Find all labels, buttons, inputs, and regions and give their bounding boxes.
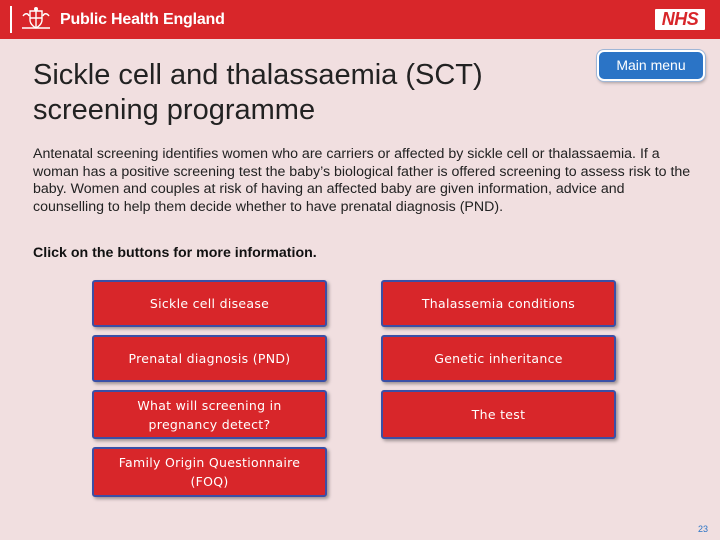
genetic-inheritance-button[interactable]: Genetic inheritance bbox=[381, 335, 616, 382]
header-bar bbox=[0, 0, 720, 39]
thalassemia-conditions-button[interactable]: Thalassemia conditions bbox=[381, 280, 616, 327]
logo-divider bbox=[10, 6, 12, 33]
instruction-text: Click on the buttons for more information. bbox=[33, 245, 317, 261]
page-title: Sickle cell and thalassaemia (SCT) screening programme bbox=[33, 59, 483, 126]
page-number: 23 bbox=[698, 524, 709, 534]
intro-text: Antenatal screening identifies women who are carriers or affected by sickle cell or thalassaemia. If a woman has a positive screening test the baby’s biological father is offered screening to assess risk to the baby. Women and couples at risk of having an affected baby are given information, advice and counselling to help them decide whether to have prenatal diagnosis (PND). bbox=[33, 146, 691, 215]
the-test-button[interactable]: The test bbox=[381, 390, 616, 439]
org-name: Public Health England bbox=[60, 10, 225, 28]
family-origin-questionnaire-button[interactable]: Family Origin Questionnaire (FOQ) bbox=[92, 447, 327, 497]
main-menu-button[interactable]: Main menu bbox=[597, 50, 705, 81]
screening-detect-button[interactable]: What will screening in pregnancy detect? bbox=[92, 390, 327, 439]
prenatal-diagnosis-button[interactable]: Prenatal diagnosis (PND) bbox=[92, 335, 327, 382]
royal-crest-icon bbox=[18, 6, 54, 33]
phe-logo bbox=[10, 6, 225, 33]
nhs-logo: NHS bbox=[655, 9, 705, 30]
sickle-cell-disease-button[interactable]: Sickle cell disease bbox=[92, 280, 327, 327]
